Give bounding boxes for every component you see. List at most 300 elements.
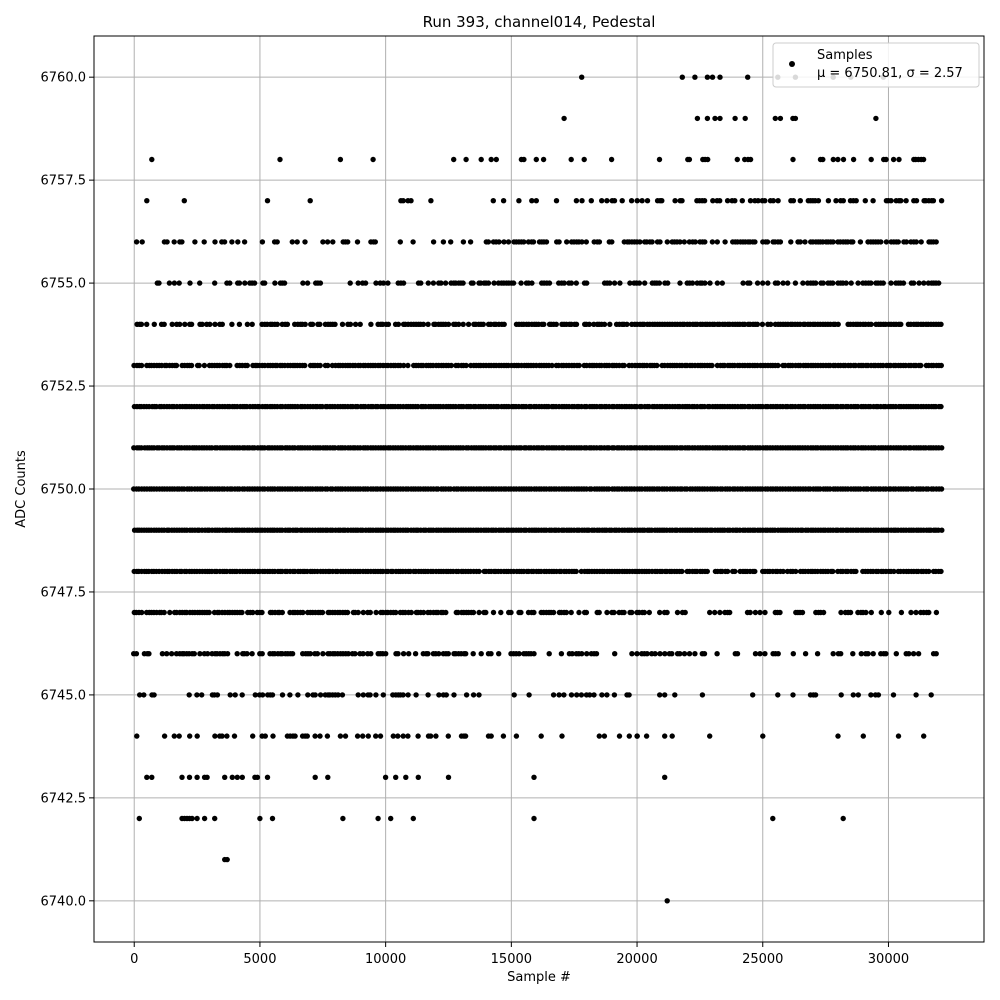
data-point	[934, 610, 939, 615]
data-point	[338, 733, 343, 738]
data-point	[591, 692, 596, 697]
data-point	[695, 116, 700, 121]
data-point	[179, 239, 184, 244]
data-point	[939, 198, 944, 203]
data-point	[732, 198, 737, 203]
data-point	[348, 322, 353, 327]
data-point	[878, 239, 883, 244]
x-tick-label: 0	[130, 952, 139, 967]
y-axis-ticks	[41, 71, 95, 910]
data-point	[579, 75, 584, 80]
data-point	[883, 157, 888, 162]
data-point	[320, 651, 325, 656]
data-point	[476, 610, 481, 615]
data-point	[531, 239, 536, 244]
data-point	[611, 610, 616, 615]
data-point	[401, 733, 406, 738]
data-point	[270, 733, 275, 738]
data-point	[898, 322, 903, 327]
data-point	[355, 733, 360, 738]
data-point	[486, 280, 491, 285]
x-tick-label: 5000	[243, 952, 277, 967]
data-point	[320, 610, 325, 615]
data-point	[649, 239, 654, 244]
data-point	[481, 322, 486, 327]
data-point	[896, 157, 901, 162]
data-point	[554, 322, 559, 327]
data-point	[813, 692, 818, 697]
data-point	[325, 733, 330, 738]
data-point	[245, 322, 250, 327]
data-point	[748, 157, 753, 162]
data-point	[629, 651, 634, 656]
data-point	[705, 116, 710, 121]
data-point	[212, 280, 217, 285]
data-point	[539, 733, 544, 738]
data-point	[302, 239, 307, 244]
data-point	[715, 239, 720, 244]
data-point	[705, 75, 710, 80]
data-point	[757, 651, 762, 656]
data-point	[679, 198, 684, 203]
data-point	[352, 651, 357, 656]
data-point	[411, 816, 416, 821]
data-point	[936, 280, 941, 285]
data-point	[802, 239, 807, 244]
data-point	[418, 280, 423, 285]
data-point	[325, 239, 330, 244]
data-point	[785, 280, 790, 285]
data-point	[604, 198, 609, 203]
y-tick-label: 6745.0	[40, 688, 86, 704]
data-point	[635, 198, 640, 203]
data-point	[665, 898, 670, 903]
data-point	[383, 651, 388, 656]
data-point	[778, 116, 783, 121]
data-point	[865, 651, 870, 656]
data-point	[765, 239, 770, 244]
data-point	[547, 280, 552, 285]
data-point	[312, 733, 317, 738]
data-point	[229, 239, 234, 244]
data-point	[669, 651, 674, 656]
data-point	[579, 651, 584, 656]
data-point	[659, 198, 664, 203]
data-point	[378, 733, 383, 738]
data-point	[489, 157, 494, 162]
data-point	[725, 569, 730, 574]
data-point	[770, 816, 775, 821]
data-point	[237, 322, 242, 327]
y-tick-label: 6747.5	[40, 585, 86, 601]
data-point	[657, 157, 662, 162]
data-point	[464, 692, 469, 697]
data-point	[358, 322, 363, 327]
data-point	[242, 280, 247, 285]
data-point	[169, 651, 174, 656]
data-point	[752, 239, 757, 244]
data-point	[156, 280, 161, 285]
data-point	[134, 239, 139, 244]
data-point	[280, 610, 285, 615]
data-point	[318, 280, 323, 285]
data-point	[483, 610, 488, 615]
data-point	[212, 733, 217, 738]
data-point	[461, 239, 466, 244]
data-point	[425, 651, 430, 656]
data-point	[833, 198, 838, 203]
data-point	[938, 322, 943, 327]
data-point	[471, 692, 476, 697]
data-point	[662, 775, 667, 780]
data-point	[177, 733, 182, 738]
data-point	[830, 569, 835, 574]
data-point	[869, 157, 874, 162]
data-point	[602, 322, 607, 327]
y-tick-label: 6755.0	[40, 276, 86, 292]
data-point	[690, 280, 695, 285]
data-point	[604, 610, 609, 615]
data-point	[406, 651, 411, 656]
data-point	[413, 692, 418, 697]
data-point	[240, 692, 245, 697]
data-point	[657, 651, 662, 656]
data-point	[192, 239, 197, 244]
data-point	[259, 610, 264, 615]
data-point	[428, 198, 433, 203]
data-point	[167, 280, 172, 285]
data-point	[340, 816, 345, 821]
data-point	[908, 610, 913, 615]
legend-series-name: Samples	[817, 48, 873, 63]
data-point	[921, 280, 926, 285]
data-point	[574, 322, 579, 327]
data-point	[332, 322, 337, 327]
data-point	[793, 280, 798, 285]
data-point	[172, 733, 177, 738]
data-point	[836, 322, 841, 327]
data-point	[146, 651, 151, 656]
data-point	[275, 322, 280, 327]
data-point	[768, 322, 773, 327]
data-point	[629, 198, 634, 203]
data-point	[488, 651, 493, 656]
data-point	[305, 692, 310, 697]
data-point	[202, 239, 207, 244]
data-point	[888, 198, 893, 203]
data-point	[702, 280, 707, 285]
data-point	[612, 692, 617, 697]
data-point	[416, 775, 421, 780]
data-point	[868, 322, 873, 327]
data-point	[396, 322, 401, 327]
data-point	[589, 198, 594, 203]
data-point	[569, 610, 574, 615]
data-point	[367, 692, 372, 697]
data-point	[820, 157, 825, 162]
data-point	[705, 157, 710, 162]
data-point	[345, 610, 350, 615]
data-point	[531, 816, 536, 821]
data-point	[373, 610, 378, 615]
data-point	[868, 692, 873, 697]
data-point	[574, 692, 579, 697]
data-point	[710, 75, 715, 80]
data-point	[460, 280, 465, 285]
data-point	[405, 733, 410, 738]
data-point	[395, 651, 400, 656]
data-point	[559, 651, 564, 656]
x-tick-label: 25000	[742, 952, 784, 967]
data-point	[446, 775, 451, 780]
data-point	[441, 239, 446, 244]
data-point	[381, 692, 386, 697]
data-point	[531, 651, 536, 656]
data-point	[841, 198, 846, 203]
data-point	[348, 280, 353, 285]
data-point	[841, 816, 846, 821]
data-point	[250, 733, 255, 738]
data-point	[798, 198, 803, 203]
data-point	[308, 651, 313, 656]
data-point	[856, 692, 861, 697]
data-point	[526, 692, 531, 697]
data-point	[735, 157, 740, 162]
data-point	[534, 198, 539, 203]
data-point	[901, 280, 906, 285]
data-point	[182, 322, 187, 327]
data-point	[584, 239, 589, 244]
data-point	[753, 610, 758, 615]
data-point	[816, 198, 821, 203]
data-point	[634, 733, 639, 738]
data-point	[612, 280, 617, 285]
data-point	[854, 198, 859, 203]
data-point	[401, 280, 406, 285]
data-point	[740, 198, 745, 203]
data-point	[891, 157, 896, 162]
data-point	[194, 692, 199, 697]
data-point	[471, 610, 476, 615]
data-point	[830, 239, 835, 244]
data-point	[574, 280, 579, 285]
data-point	[748, 610, 753, 615]
data-point	[194, 816, 199, 821]
data-point	[194, 775, 199, 780]
data-point	[189, 816, 194, 821]
data-point	[461, 322, 466, 327]
data-point	[368, 322, 373, 327]
data-point	[164, 651, 169, 656]
data-point	[401, 198, 406, 203]
data-point	[712, 610, 717, 615]
data-point	[144, 775, 149, 780]
data-point	[272, 280, 277, 285]
y-tick-label: 6757.5	[40, 173, 86, 189]
data-point	[410, 239, 415, 244]
data-point	[830, 280, 835, 285]
data-point	[760, 322, 765, 327]
data-point	[921, 733, 926, 738]
data-point	[463, 651, 468, 656]
data-point	[192, 651, 197, 656]
data-point	[634, 651, 639, 656]
data-point	[914, 198, 919, 203]
data-point	[556, 239, 561, 244]
data-point	[597, 733, 602, 738]
data-point	[755, 322, 760, 327]
data-point	[340, 692, 345, 697]
data-point	[444, 692, 449, 697]
data-point	[224, 733, 229, 738]
data-point	[187, 280, 192, 285]
data-point	[363, 280, 368, 285]
data-point	[491, 610, 496, 615]
data-point	[506, 239, 511, 244]
data-point	[541, 322, 546, 327]
data-point	[692, 75, 697, 80]
data-point	[594, 651, 599, 656]
data-point	[683, 610, 688, 615]
data-point	[755, 280, 760, 285]
data-point	[574, 569, 579, 574]
data-point	[931, 198, 936, 203]
data-point	[732, 116, 737, 121]
data-point	[212, 239, 217, 244]
data-point	[425, 322, 430, 327]
data-point	[177, 322, 182, 327]
data-point	[448, 239, 453, 244]
data-point	[139, 363, 144, 368]
data-point	[873, 116, 878, 121]
data-point	[861, 733, 866, 738]
data-point	[577, 363, 582, 368]
data-point	[896, 733, 901, 738]
data-point	[187, 733, 192, 738]
data-point	[230, 775, 235, 780]
data-point	[637, 239, 642, 244]
data-point	[717, 75, 722, 80]
data-point	[773, 116, 778, 121]
data-point	[174, 363, 179, 368]
data-point	[388, 816, 393, 821]
data-point	[622, 363, 627, 368]
data-point	[353, 322, 358, 327]
data-point	[421, 322, 426, 327]
data-point	[187, 692, 192, 697]
data-point	[662, 651, 667, 656]
data-point	[850, 651, 855, 656]
data-point	[934, 239, 939, 244]
data-point	[149, 157, 154, 162]
data-point	[179, 775, 184, 780]
data-point	[851, 692, 856, 697]
data-point	[202, 816, 207, 821]
data-point	[574, 198, 579, 203]
y-tick-label: 6742.5	[40, 791, 86, 807]
data-point	[496, 651, 501, 656]
data-point	[431, 280, 436, 285]
data-point	[433, 733, 438, 738]
data-point	[851, 157, 856, 162]
data-point	[260, 651, 265, 656]
data-point	[222, 775, 227, 780]
data-point	[195, 733, 200, 738]
data-point	[876, 692, 881, 697]
data-point	[486, 239, 491, 244]
data-point	[775, 198, 780, 203]
legend-series-stats: μ = 6750.81, σ = 2.57	[817, 66, 963, 81]
data-point	[325, 363, 330, 368]
data-point	[803, 651, 808, 656]
data-point	[705, 569, 710, 574]
data-point	[491, 198, 496, 203]
data-point	[237, 280, 242, 285]
data-point	[821, 280, 826, 285]
data-point	[559, 733, 564, 738]
data-point	[800, 610, 805, 615]
data-point	[637, 280, 642, 285]
data-point	[835, 733, 840, 738]
data-point	[654, 363, 659, 368]
data-point	[282, 280, 287, 285]
data-point	[752, 569, 757, 574]
data-point	[275, 239, 280, 244]
data-point	[791, 651, 796, 656]
data-point	[385, 280, 390, 285]
data-point	[541, 157, 546, 162]
data-point	[300, 610, 305, 615]
data-point	[428, 733, 433, 738]
data-point	[926, 569, 931, 574]
data-point	[788, 239, 793, 244]
data-point	[468, 239, 473, 244]
data-point	[584, 280, 589, 285]
data-point	[310, 322, 315, 327]
data-point	[881, 280, 886, 285]
data-point	[642, 280, 647, 285]
data-point	[800, 280, 805, 285]
data-point	[383, 775, 388, 780]
data-point	[227, 363, 232, 368]
data-point	[360, 651, 365, 656]
data-point	[471, 651, 476, 656]
data-point	[413, 651, 418, 656]
data-point	[584, 651, 589, 656]
data-point	[177, 280, 182, 285]
data-point	[303, 322, 308, 327]
data-point	[939, 486, 944, 491]
data-point	[227, 280, 232, 285]
data-point	[162, 610, 167, 615]
data-point	[368, 610, 373, 615]
data-point	[220, 322, 225, 327]
data-point	[913, 610, 918, 615]
data-point	[841, 157, 846, 162]
data-point	[561, 692, 566, 697]
data-point	[260, 239, 265, 244]
data-point	[584, 610, 589, 615]
data-point	[888, 280, 893, 285]
data-point	[140, 239, 145, 244]
x-tick-label: 30000	[867, 952, 910, 967]
data-point	[315, 651, 320, 656]
data-point	[798, 239, 803, 244]
data-point	[815, 651, 820, 656]
data-point	[280, 692, 285, 697]
data-point	[398, 239, 403, 244]
data-point	[242, 239, 247, 244]
